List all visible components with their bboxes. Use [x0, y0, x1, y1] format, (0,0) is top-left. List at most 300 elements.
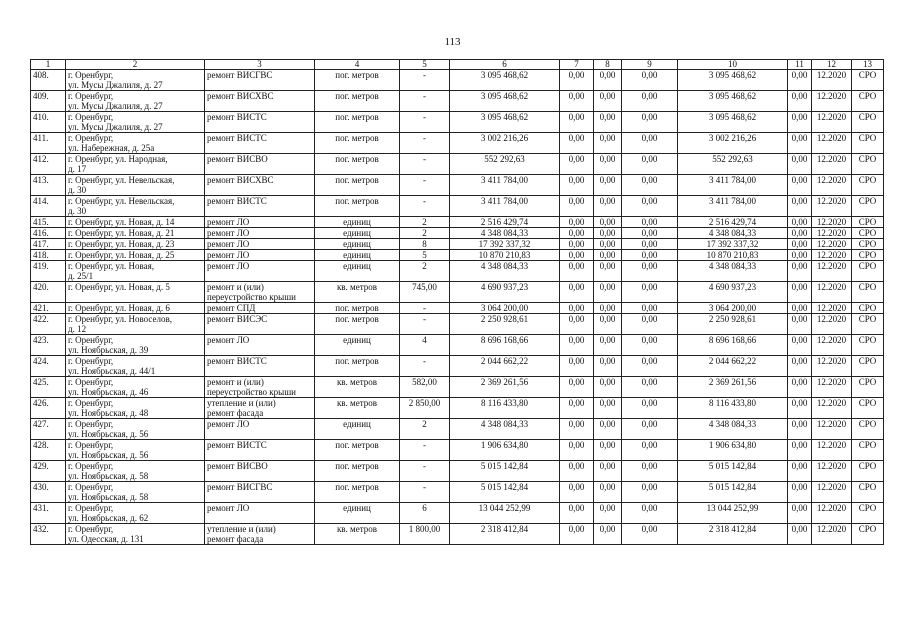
amount-cell-11: 0,00: [788, 112, 812, 133]
work-type-cell: [205, 250, 315, 261]
amount-cell-8: 0,00: [594, 356, 622, 377]
address-line: г. Оренбург, ул. Новая,: [68, 261, 155, 271]
amount-cell-11: 0,00: [788, 261, 812, 282]
total-cost-cell: 1 906 634,80: [450, 440, 560, 461]
amount-cell-8: 0,00: [594, 419, 622, 440]
address-cell: [66, 133, 205, 154]
total-cost-cell: 3 411 784,00: [450, 175, 560, 196]
row-number-cell: 419.: [31, 261, 66, 282]
address-line: ул. Одесская, д. 131: [68, 534, 144, 544]
work-type-line: ремонт ВИСТС: [207, 112, 267, 122]
address-line: д. 25/1: [68, 271, 94, 281]
unit-cell: единиц: [315, 217, 400, 228]
amount-cell-7: 0,00: [560, 70, 594, 91]
amount-cell-10: 2 318 412,84: [678, 524, 788, 545]
amount-cell-9: 0,00: [622, 461, 678, 482]
quantity-cell: 6: [400, 503, 450, 524]
address-cell: [66, 377, 205, 398]
row-number-cell: 428.: [31, 440, 66, 461]
amount-cell-7: 0,00: [560, 112, 594, 133]
amount-cell-10: 8 696 168,66: [678, 335, 788, 356]
amount-cell-8: 0,00: [594, 196, 622, 217]
address-cell: [66, 239, 205, 250]
funding-source-cell: СРО: [852, 228, 884, 239]
amount-cell-9: 0,00: [622, 70, 678, 91]
amount-cell-9: 0,00: [622, 303, 678, 314]
row-number-cell: 431.: [31, 503, 66, 524]
work-type-cell: [205, 261, 315, 282]
amount-cell-10: 17 392 337,32: [678, 239, 788, 250]
work-type-cell: [205, 303, 315, 314]
address-cell: [66, 91, 205, 112]
amount-cell-7: 0,00: [560, 239, 594, 250]
table-row: [31, 503, 884, 524]
address-line: г. Оренбург,: [68, 482, 114, 492]
amount-cell-8: 0,00: [594, 239, 622, 250]
address-line: г. Оренбург,: [68, 133, 114, 143]
address-cell: [66, 250, 205, 261]
work-type-line: ремонт ВИСТС: [207, 356, 267, 366]
total-cost-cell: 10 870 210,83: [450, 250, 560, 261]
work-type-line: ремонт ВИСЭС: [207, 314, 268, 324]
completion-date-cell: 12.2020: [812, 196, 852, 217]
funding-source-cell: СРО: [852, 282, 884, 303]
amount-cell-8: 0,00: [594, 112, 622, 133]
amount-cell-11: 0,00: [788, 503, 812, 524]
address-cell: [66, 112, 205, 133]
address-line: г. Оренбург,: [68, 524, 114, 534]
amount-cell-10: 3 095 468,62: [678, 91, 788, 112]
amount-cell-11: 0,00: [788, 133, 812, 154]
quantity-cell: 1 800,00: [400, 524, 450, 545]
unit-cell: пог. метров: [315, 461, 400, 482]
amount-cell-9: 0,00: [622, 503, 678, 524]
address-cell: [66, 503, 205, 524]
unit-cell: кв. метров: [315, 282, 400, 303]
amount-cell-10: 4 348 084,33: [678, 261, 788, 282]
address-line: ул. Ноябрьская, д. 48: [68, 408, 149, 418]
total-cost-cell: 3 095 468,62: [450, 112, 560, 133]
amount-cell-10: 3 002 216,26: [678, 133, 788, 154]
amount-cell-8: 0,00: [594, 154, 622, 175]
amount-cell-8: 0,00: [594, 398, 622, 419]
amount-cell-7: 0,00: [560, 261, 594, 282]
quantity-cell: -: [400, 70, 450, 91]
amount-cell-10: 8 116 433,80: [678, 398, 788, 419]
work-type-line: ремонт ВИСХВС: [207, 175, 274, 185]
completion-date-cell: 12.2020: [812, 217, 852, 228]
amount-cell-8: 0,00: [594, 440, 622, 461]
address-line: ул. Набережная, д. 25а: [68, 143, 155, 153]
row-number-cell: 420.: [31, 282, 66, 303]
work-type-cell: [205, 419, 315, 440]
address-line: д. 30: [68, 206, 87, 216]
completion-date-cell: 12.2020: [812, 70, 852, 91]
funding-source-cell: СРО: [852, 398, 884, 419]
total-cost-cell: 17 392 337,32: [450, 239, 560, 250]
quantity-cell: -: [400, 91, 450, 112]
column-number-row: [31, 60, 884, 70]
work-type-line: ремонт ВИСТС: [207, 196, 267, 206]
unit-cell: единиц: [315, 335, 400, 356]
funding-source-cell: СРО: [852, 196, 884, 217]
row-number-cell: 430.: [31, 482, 66, 503]
funding-source-cell: СРО: [852, 217, 884, 228]
quantity-cell: 745,00: [400, 282, 450, 303]
table-row: [31, 461, 884, 482]
funding-source-cell: СРО: [852, 419, 884, 440]
completion-date-cell: 12.2020: [812, 303, 852, 314]
amount-cell-11: 0,00: [788, 175, 812, 196]
total-cost-cell: 2 044 662,22: [450, 356, 560, 377]
amount-cell-7: 0,00: [560, 228, 594, 239]
work-type-line: ремонт фасада: [207, 408, 264, 418]
amount-cell-9: 0,00: [622, 239, 678, 250]
amount-cell-9: 0,00: [622, 314, 678, 335]
row-number-cell: 426.: [31, 398, 66, 419]
work-type-cell: [205, 133, 315, 154]
funding-source-cell: СРО: [852, 239, 884, 250]
completion-date-cell: 12.2020: [812, 377, 852, 398]
address-line: ул. Мусы Джалиля, д. 27: [68, 80, 163, 90]
row-number-cell: 418.: [31, 250, 66, 261]
address-line: г. Оренбург, ул. Невельская,: [68, 196, 175, 206]
total-cost-cell: 3 095 468,62: [450, 91, 560, 112]
amount-cell-11: 0,00: [788, 250, 812, 261]
amount-cell-10: 1 906 634,80: [678, 440, 788, 461]
quantity-cell: -: [400, 440, 450, 461]
address-cell: [66, 282, 205, 303]
work-type-line: ремонт ЛО: [207, 228, 250, 238]
work-type-cell: [205, 461, 315, 482]
address-cell: [66, 196, 205, 217]
amount-cell-11: 0,00: [788, 70, 812, 91]
quantity-cell: -: [400, 482, 450, 503]
column-header-12: 12: [812, 60, 852, 70]
work-type-cell: [205, 524, 315, 545]
work-type-line: ремонт ЛО: [207, 419, 250, 429]
table-row: [31, 282, 884, 303]
table-row: [31, 440, 884, 461]
address-cell: [66, 482, 205, 503]
amount-cell-8: 0,00: [594, 335, 622, 356]
completion-date-cell: 12.2020: [812, 91, 852, 112]
completion-date-cell: 12.2020: [812, 133, 852, 154]
amount-cell-11: 0,00: [788, 398, 812, 419]
address-line: г. Оренбург,: [68, 419, 114, 429]
table-row: [31, 524, 884, 545]
work-type-line: ремонт ЛО: [207, 250, 250, 260]
total-cost-cell: 4 348 084,33: [450, 419, 560, 440]
address-line: г. Оренбург, ул. Новая, д. 5: [68, 282, 170, 292]
table-row: [31, 91, 884, 112]
table-row: [31, 335, 884, 356]
row-number-cell: 415.: [31, 217, 66, 228]
amount-cell-11: 0,00: [788, 356, 812, 377]
address-line: ул. Ноябрьская, д. 56: [68, 429, 149, 439]
amount-cell-7: 0,00: [560, 461, 594, 482]
amount-cell-7: 0,00: [560, 282, 594, 303]
address-line: г. Оренбург,: [68, 503, 114, 513]
amount-cell-11: 0,00: [788, 419, 812, 440]
quantity-cell: -: [400, 461, 450, 482]
address-line: г. Оренбург,: [68, 356, 114, 366]
unit-cell: пог. метров: [315, 482, 400, 503]
address-line: д. 17: [68, 164, 87, 174]
amount-cell-9: 0,00: [622, 282, 678, 303]
row-number-cell: 421.: [31, 303, 66, 314]
funding-source-cell: СРО: [852, 112, 884, 133]
total-cost-cell: 2 516 429,74: [450, 217, 560, 228]
amount-cell-7: 0,00: [560, 419, 594, 440]
column-header-1: 1: [31, 60, 66, 70]
unit-cell: пог. метров: [315, 154, 400, 175]
amount-cell-7: 0,00: [560, 154, 594, 175]
amount-cell-10: 2 044 662,22: [678, 356, 788, 377]
quantity-cell: 5: [400, 250, 450, 261]
work-type-line: ремонт ВИСХВС: [207, 91, 274, 101]
funding-source-cell: СРО: [852, 261, 884, 282]
funding-source-cell: СРО: [852, 482, 884, 503]
amount-cell-8: 0,00: [594, 175, 622, 196]
address-line: г. Оренбург, ул. Новая, д. 25: [68, 250, 175, 260]
address-line: г. Оренбург,: [68, 112, 114, 122]
total-cost-cell: 4 348 084,33: [450, 228, 560, 239]
completion-date-cell: 12.2020: [812, 261, 852, 282]
table-row: [31, 377, 884, 398]
amount-cell-9: 0,00: [622, 228, 678, 239]
total-cost-cell: 3 002 216,26: [450, 133, 560, 154]
address-cell: [66, 303, 205, 314]
table-header: [31, 60, 884, 70]
row-number-cell: 423.: [31, 335, 66, 356]
quantity-cell: 2 850,00: [400, 398, 450, 419]
funding-source-cell: СРО: [852, 175, 884, 196]
amount-cell-11: 0,00: [788, 440, 812, 461]
row-number-cell: 429.: [31, 461, 66, 482]
completion-date-cell: 12.2020: [812, 175, 852, 196]
row-number-cell: 408.: [31, 70, 66, 91]
work-type-line: ремонт ЛО: [207, 335, 250, 345]
work-type-cell: [205, 228, 315, 239]
column-header-5: 5: [400, 60, 450, 70]
address-line: г. Оренбург,: [68, 461, 114, 471]
amount-cell-7: 0,00: [560, 524, 594, 545]
amount-cell-7: 0,00: [560, 175, 594, 196]
amount-cell-9: 0,00: [622, 440, 678, 461]
address-line: ул. Ноябрьская, д. 56: [68, 450, 149, 460]
amount-cell-11: 0,00: [788, 282, 812, 303]
amount-cell-11: 0,00: [788, 228, 812, 239]
quantity-cell: -: [400, 154, 450, 175]
table-row: [31, 250, 884, 261]
work-type-cell: [205, 239, 315, 250]
work-type-line: утепление и (или): [207, 524, 276, 534]
amount-cell-10: 3 095 468,62: [678, 70, 788, 91]
address-line: г. Оренбург, ул. Новая, д. 6: [68, 303, 170, 313]
completion-date-cell: 12.2020: [812, 335, 852, 356]
column-header-4: 4: [315, 60, 400, 70]
address-line: г. Оренбург,: [68, 91, 114, 101]
completion-date-cell: 12.2020: [812, 250, 852, 261]
work-type-cell: [205, 377, 315, 398]
address-cell: [66, 356, 205, 377]
amount-cell-10: 3 411 784,00: [678, 175, 788, 196]
amount-cell-9: 0,00: [622, 112, 678, 133]
funding-source-cell: СРО: [852, 356, 884, 377]
work-type-cell: [205, 217, 315, 228]
work-type-cell: [205, 335, 315, 356]
amount-cell-8: 0,00: [594, 482, 622, 503]
address-cell: [66, 440, 205, 461]
address-line: г. Оренбург,: [68, 335, 114, 345]
address-cell: [66, 524, 205, 545]
amount-cell-7: 0,00: [560, 440, 594, 461]
total-cost-cell: 8 116 433,80: [450, 398, 560, 419]
completion-date-cell: 12.2020: [812, 112, 852, 133]
work-type-cell: [205, 282, 315, 303]
amount-cell-8: 0,00: [594, 282, 622, 303]
unit-cell: единиц: [315, 250, 400, 261]
amount-cell-7: 0,00: [560, 356, 594, 377]
address-line: г. Оренбург, ул. Невельская,: [68, 175, 175, 185]
amount-cell-9: 0,00: [622, 261, 678, 282]
work-type-line: переустройство крыши: [207, 387, 296, 397]
quantity-cell: -: [400, 112, 450, 133]
funding-source-cell: СРО: [852, 503, 884, 524]
amount-cell-11: 0,00: [788, 196, 812, 217]
quantity-cell: -: [400, 356, 450, 377]
total-cost-cell: 2 369 261,56: [450, 377, 560, 398]
work-type-cell: [205, 154, 315, 175]
amount-cell-10: 13 044 252,99: [678, 503, 788, 524]
work-type-line: ремонт ВИСГВС: [207, 70, 273, 80]
table-row: [31, 398, 884, 419]
amount-cell-11: 0,00: [788, 314, 812, 335]
quantity-cell: -: [400, 133, 450, 154]
quantity-cell: 2: [400, 419, 450, 440]
total-cost-cell: 2 318 412,84: [450, 524, 560, 545]
completion-date-cell: 12.2020: [812, 461, 852, 482]
amount-cell-10: 3 064 200,00: [678, 303, 788, 314]
address-line: г. Оренбург, ул. Народная,: [68, 154, 168, 164]
quantity-cell: 8: [400, 239, 450, 250]
amount-cell-7: 0,00: [560, 133, 594, 154]
unit-cell: единиц: [315, 228, 400, 239]
row-number-cell: 416.: [31, 228, 66, 239]
amount-cell-10: 2 369 261,56: [678, 377, 788, 398]
work-type-line: ремонт и (или): [207, 377, 264, 387]
unit-cell: единиц: [315, 261, 400, 282]
completion-date-cell: 12.2020: [812, 282, 852, 303]
work-type-line: переустройство крыши: [207, 292, 296, 302]
funding-source-cell: СРО: [852, 314, 884, 335]
quantity-cell: 2: [400, 217, 450, 228]
amount-cell-10: 4 348 084,33: [678, 228, 788, 239]
table-row: [31, 70, 884, 91]
row-number-cell: 414.: [31, 196, 66, 217]
quantity-cell: 4: [400, 335, 450, 356]
work-type-cell: [205, 398, 315, 419]
total-cost-cell: 8 696 168,66: [450, 335, 560, 356]
address-line: г. Оренбург,: [68, 440, 114, 450]
work-type-line: ремонт ВИСТС: [207, 133, 267, 143]
table-row: [31, 356, 884, 377]
work-type-line: ремонт ВИСВО: [207, 154, 268, 164]
address-cell: [66, 461, 205, 482]
column-header-9: 9: [622, 60, 678, 70]
amount-cell-8: 0,00: [594, 133, 622, 154]
address-line: г. Оренбург,: [68, 377, 114, 387]
address-cell: [66, 398, 205, 419]
address-line: ул. Ноябрьская, д. 46: [68, 387, 149, 397]
work-type-cell: [205, 314, 315, 335]
row-number-cell: 411.: [31, 133, 66, 154]
completion-date-cell: 12.2020: [812, 398, 852, 419]
work-type-line: ремонт ВИСГВС: [207, 482, 273, 492]
amount-cell-11: 0,00: [788, 154, 812, 175]
row-number-cell: 422.: [31, 314, 66, 335]
row-number-cell: 427.: [31, 419, 66, 440]
amount-cell-11: 0,00: [788, 91, 812, 112]
amount-cell-8: 0,00: [594, 377, 622, 398]
amount-cell-9: 0,00: [622, 377, 678, 398]
table-row: [31, 112, 884, 133]
amount-cell-7: 0,00: [560, 377, 594, 398]
table-row: [31, 133, 884, 154]
amount-cell-9: 0,00: [622, 154, 678, 175]
unit-cell: пог. метров: [315, 112, 400, 133]
table-row: [31, 303, 884, 314]
amount-cell-10: 5 015 142,84: [678, 461, 788, 482]
unit-cell: пог. метров: [315, 314, 400, 335]
amount-cell-10: 4 348 084,33: [678, 419, 788, 440]
work-type-line: ремонт ЛО: [207, 503, 250, 513]
amount-cell-7: 0,00: [560, 196, 594, 217]
address-line: г. Оренбург, ул. Новоселов,: [68, 314, 172, 324]
amount-cell-11: 0,00: [788, 377, 812, 398]
amount-cell-8: 0,00: [594, 524, 622, 545]
unit-cell: пог. метров: [315, 91, 400, 112]
amount-cell-10: 5 015 142,84: [678, 482, 788, 503]
column-header-6: 6: [450, 60, 560, 70]
funding-source-cell: СРО: [852, 524, 884, 545]
amount-cell-9: 0,00: [622, 524, 678, 545]
unit-cell: кв. метров: [315, 377, 400, 398]
completion-date-cell: 12.2020: [812, 154, 852, 175]
address-line: ул. Мусы Джалиля, д. 27: [68, 101, 163, 111]
table-row: [31, 217, 884, 228]
total-cost-cell: 5 015 142,84: [450, 461, 560, 482]
funding-source-cell: СРО: [852, 133, 884, 154]
work-type-line: ремонт ЛО: [207, 217, 250, 227]
amount-cell-9: 0,00: [622, 175, 678, 196]
amount-cell-7: 0,00: [560, 503, 594, 524]
address-line: ул. Ноябрьская, д. 44/1: [68, 366, 156, 376]
address-line: г. Оренбург, ул. Новая, д. 21: [68, 228, 175, 238]
work-type-cell: [205, 175, 315, 196]
amount-cell-10: 2 516 429,74: [678, 217, 788, 228]
amount-cell-10: 552 292,63: [678, 154, 788, 175]
total-cost-cell: 2 250 928,61: [450, 314, 560, 335]
amount-cell-10: 3 411 784,00: [678, 196, 788, 217]
amount-cell-8: 0,00: [594, 314, 622, 335]
row-number-cell: 417.: [31, 239, 66, 250]
column-header-10: 10: [678, 60, 788, 70]
amount-cell-9: 0,00: [622, 91, 678, 112]
funding-source-cell: СРО: [852, 377, 884, 398]
amount-cell-11: 0,00: [788, 482, 812, 503]
